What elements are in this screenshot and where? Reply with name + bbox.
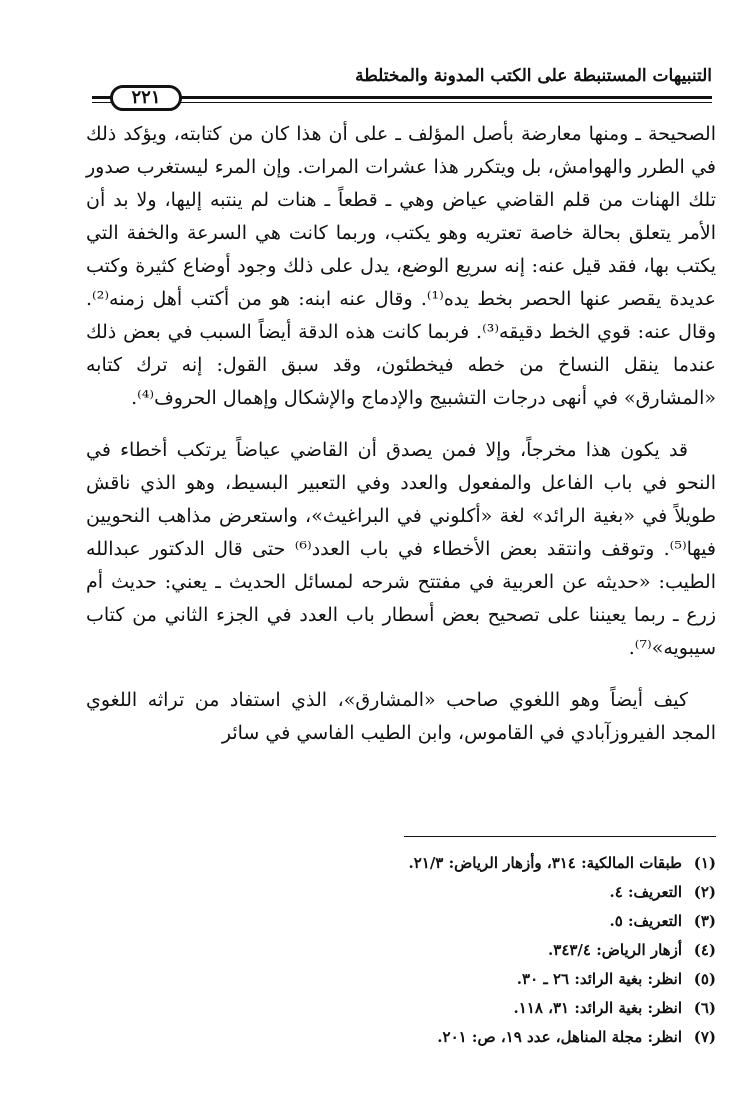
page-header <box>92 62 712 112</box>
footnote-separator <box>404 836 716 837</box>
footnote-number: (٢) <box>693 883 716 901</box>
footnote-text: أزهار الرياض: ٣٤٣/٤. <box>548 941 682 959</box>
footnotes <box>86 836 716 1052</box>
body-text <box>86 118 716 750</box>
footnote-text: طبقات المالكية: ٣١٤، وأزهار الرياض: ٢١/٣. <box>408 854 682 872</box>
footnote-number: (٦) <box>693 999 716 1017</box>
footnote-number: (٥) <box>693 970 716 988</box>
footnote-3 <box>86 907 716 936</box>
footnote-text: التعريف: ٥. <box>609 912 682 930</box>
footnote-2 <box>86 878 716 907</box>
footnote-number: (١) <box>693 854 716 872</box>
footnote-6 <box>86 994 716 1023</box>
footnote-7 <box>86 1023 716 1052</box>
header-rule-thick <box>92 96 712 99</box>
paragraph-2: قد يكون هذا مخرجاً، وإلا فمن يصدق أن القاضي عياضاً يرتكب أخطاء في النحو في باب الفاعل والمفعول والعدد وفي التعبير البسيط، وهو الذي ناقش طويلاً في «بغية الرائد» لغة «أكلوني في البراغيث»، واستعرض مذاهب النحويين فيها⁽⁵⁾. وتوقف وانتقد بعض الأخطاء في باب العدد⁽⁶⁾ حتى قال الدكتور عبدالله الطيب: «حديثه عن العربية في مفتتح شرحه لمسائل الحديث ـ يعني: حديث أم زرع ـ ربما يعيننا على تصحيح بعض أسطار باب العدد في الجزء الثاني من كتاب سيبويه»⁽⁷⁾. <box>86 439 716 659</box>
footnote-number: (٣) <box>693 912 716 930</box>
footnote-5 <box>86 965 716 994</box>
footnote-number: (٤) <box>693 941 716 959</box>
footnote-4 <box>86 936 716 965</box>
paragraph-1: الصحيحة ـ ومنها معارضة بأصل المؤلف ـ على أن هذا كان من كتابته، ويؤكد ذلك في الطرر والهوامش، بل ويتكرر هذا عشرات المرات. وإن المرء ليستغرب صدور تلك الهنات من قلم القاضي عياض وهي ـ قطعاً ـ هنات لم ينتبه إليها، ولا بد أن الأمر يتعلق بحالة خاصة تعتريه وهو يكتب، وربما كانت هي السرعة والخفة التي يكتب بها، فقد قيل عنه: إنه سريع الوضع، يدل على ذلك وجود أوضاع كثيرة وكتب عديدة يقصر عنها الحصر بخط يده⁽¹⁾. وقال عنه ابنه: هو من أكتب أهل زمنه⁽²⁾. وقال عنه: قوي الخط دقيقه⁽³⁾. فربما كانت هذه الدقة أيضاً السبب في بعض ذلك عندما ينقل النساخ من خطه فيخطئون، وقد سبق القول: إنه ترك كتابه «المشارق» في أنهى درجات التشبيج والإدماج والإشكال وإهمال الحروف⁽⁴⁾. <box>86 123 716 409</box>
header-rule-thin <box>92 102 712 103</box>
footnote-1 <box>86 849 716 878</box>
footnote-text: انظر: بغية الرائد: ٢٦ ـ ٣٠. <box>516 970 682 988</box>
page-number: ٢٢١ <box>110 85 182 111</box>
footnote-number: (٧) <box>693 1028 716 1046</box>
footnote-text: انظر: بغية الرائد: ٣١، ١١٨. <box>513 999 682 1017</box>
running-title: التنبيهات المستنبطة على الكتب المدونة والمختلطة <box>355 66 712 86</box>
footnote-text: انظر: مجلة المناهل، عدد ١٩، ص: ٢٠١. <box>437 1028 682 1046</box>
paragraph-3: كيف أيضاً وهو اللغوي صاحب «المشارق»، الذي استفاد من تراثه اللغوي المجد الفيروزآبادي في القاموس، وابن الطيب الفاسي في سائر <box>86 689 716 744</box>
footnote-text: التعريف: ٤. <box>609 883 682 901</box>
